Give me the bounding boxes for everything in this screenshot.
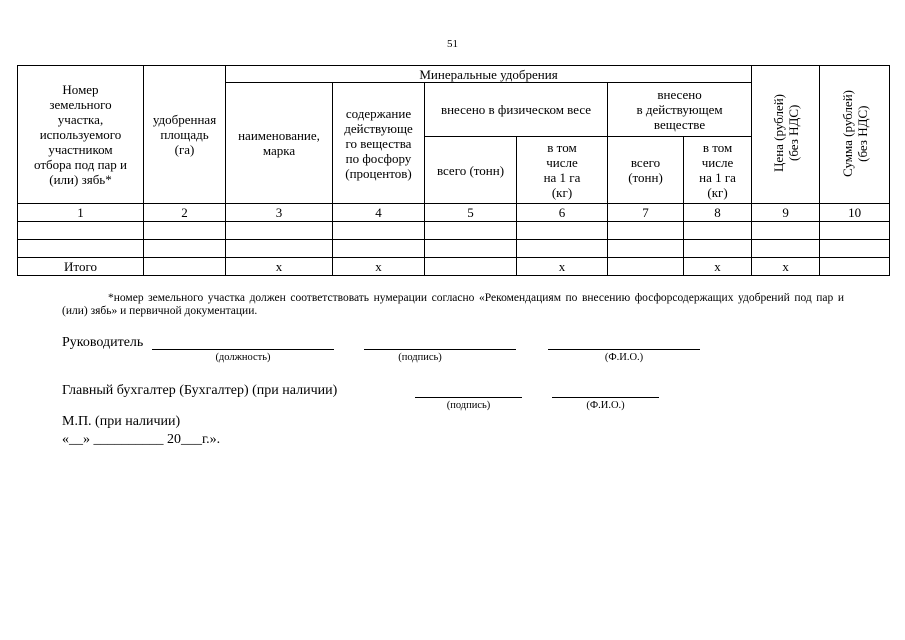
table-row xyxy=(18,240,890,258)
header-text-line: всего xyxy=(630,155,661,170)
header-text-line: площадь xyxy=(160,127,209,142)
header-text-line: Сумма (рублей) xyxy=(839,89,855,177)
header-fertilized-area xyxy=(144,66,226,204)
header-physical-weight: внесено в физическом весе xyxy=(425,83,608,137)
header-text-line: (или) зябь* xyxy=(49,172,112,187)
date-line: «__» __________ 20___г.». xyxy=(62,432,221,447)
acc-name-caption: (Ф.И.О.) xyxy=(586,400,625,411)
column-number-cell: 3 xyxy=(226,204,333,222)
header-text-line: Цена (рублей) xyxy=(770,94,786,172)
header-text-line: (процентов) xyxy=(345,165,412,181)
header-plot-number xyxy=(18,66,144,204)
total-cell: x xyxy=(517,258,608,276)
header-text-line: участником xyxy=(48,142,113,157)
column-number-cell: 1 xyxy=(18,204,144,222)
column-number-cell: 6 xyxy=(517,204,608,222)
header-text-line: (га) xyxy=(174,142,195,157)
signature-caption: (подпись) xyxy=(398,352,442,363)
header-phosphorus-content xyxy=(333,83,425,204)
header-text-line: в действующем xyxy=(636,102,723,117)
header-text-line: действующе xyxy=(344,120,413,136)
header-text-line: Номер xyxy=(62,82,99,97)
header-active-total xyxy=(608,137,684,204)
header-text-line: земельного xyxy=(49,97,112,112)
header-text-line: по фосфору xyxy=(345,150,412,166)
header-phys-total xyxy=(425,137,517,204)
acc-signature-caption: (подпись) xyxy=(446,400,491,411)
header-text-line: на 1 га xyxy=(699,170,736,185)
header-text-line: содержание xyxy=(345,105,412,121)
header-text-line: участка, xyxy=(57,112,104,127)
header-text-line: внесено xyxy=(657,87,702,102)
footnote: *номер земельного участка должен соответствовать нумерации согласно «Рекомендациям по внесению фосфорсодержащих удобрений под пар и (или) зябь» и первичной документации. xyxy=(62,292,844,317)
accountant-label: Главный бухгалтер (Бухгалтер) (при наличии) xyxy=(62,383,338,398)
header-text-line: числе xyxy=(701,155,734,170)
position-line[interactable] xyxy=(152,349,334,350)
column-number-cell: 7 xyxy=(608,204,684,222)
total-label-cell: Итого xyxy=(18,258,144,276)
total-cell xyxy=(820,258,890,276)
header-active-substance xyxy=(608,83,752,137)
header-text-line: (тонн) xyxy=(628,170,663,185)
table-row xyxy=(18,222,890,240)
total-cell: x xyxy=(333,258,425,276)
signature-line[interactable] xyxy=(364,349,516,350)
head-label: Руководитель xyxy=(62,335,144,350)
column-number-cell: 10 xyxy=(820,204,890,222)
header-phys-per-ha xyxy=(517,137,608,204)
total-cell xyxy=(144,258,226,276)
header-sum xyxy=(820,66,890,204)
header-text-line: веществе xyxy=(653,117,706,132)
name-caption: (Ф.И.О.) xyxy=(604,352,644,363)
total-cell xyxy=(608,258,684,276)
header-mineral-fertilizers: Минеральные удобрения xyxy=(226,66,752,83)
total-cell: x xyxy=(226,258,333,276)
column-numbers-row xyxy=(18,204,890,222)
column-number-cell: 5 xyxy=(425,204,517,222)
header-text-line: наименование, xyxy=(238,128,320,143)
header-text-line: (без НДС) xyxy=(785,104,801,162)
stamp-text: М.П. (при наличии) xyxy=(62,414,181,429)
column-number-cell: 8 xyxy=(684,204,752,222)
header-text-line: используемого xyxy=(39,127,122,142)
header-text-line: числе xyxy=(546,155,578,170)
fertilizer-table xyxy=(17,65,890,276)
header-text-line: в том xyxy=(547,140,577,155)
header-text-line: всего (тонн) xyxy=(436,162,505,178)
header-text-line: на 1 га xyxy=(543,170,581,185)
column-number-cell: 4 xyxy=(333,204,425,222)
header-text-line: в том xyxy=(702,140,733,155)
column-number-cell: 2 xyxy=(144,204,226,222)
total-cell xyxy=(425,258,517,276)
header-text-line: (кг) xyxy=(707,185,728,200)
header-text-line: го вещества xyxy=(345,135,412,151)
header-text-line: (кг) xyxy=(551,185,573,200)
acc-signature-line[interactable] xyxy=(415,397,522,398)
header-text-line: (без НДС) xyxy=(854,104,870,162)
header-name-brand xyxy=(226,83,333,204)
total-row xyxy=(18,258,890,276)
column-number-cell: 9 xyxy=(752,204,820,222)
header-text-line: удобренная xyxy=(152,112,217,127)
name-line[interactable] xyxy=(548,349,700,350)
total-cell: x xyxy=(684,258,752,276)
header-text-line: отбора под пар и xyxy=(33,157,128,172)
header-price xyxy=(752,66,820,204)
header-text-line: марка xyxy=(262,143,296,158)
header-active-per-ha xyxy=(684,137,752,204)
page-number: 51 xyxy=(447,38,458,50)
total-cell: x xyxy=(752,258,820,276)
position-caption: (должность) xyxy=(215,352,271,363)
acc-name-line[interactable] xyxy=(552,397,659,398)
